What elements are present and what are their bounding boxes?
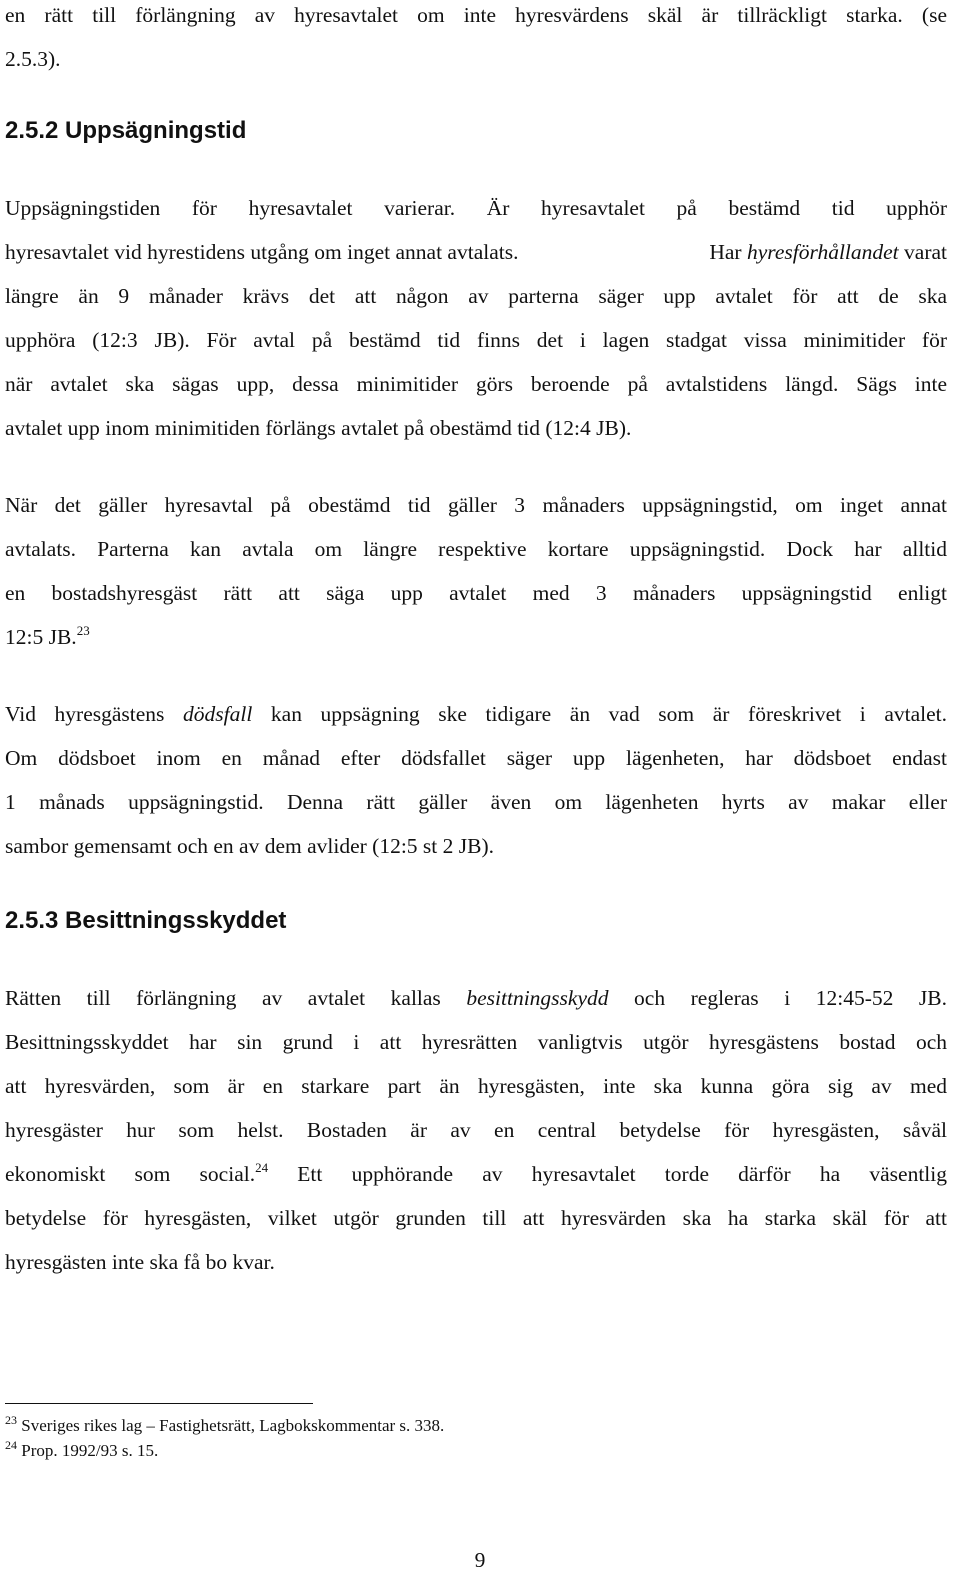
emphasis-text: dödsfall — [183, 702, 253, 726]
text-line: när avtalet ska sägas upp, dessa minimitider görs beroende på avtalstidens längd. Sägs inte — [5, 372, 947, 396]
footnote-text: Sveriges rikes lag – Fastighetsrätt, Lagbokskommentar s. 338. — [21, 1416, 445, 1435]
text-segment: ekonomiskt som social. — [5, 1162, 256, 1186]
section-heading: 2.5.2 Uppsägningstid — [5, 117, 247, 144]
text-segment: och regleras i 12:45-52 JB. — [634, 986, 947, 1010]
text-line — [5, 1159, 947, 1189]
footnote — [5, 1440, 158, 1462]
text-segment: Rätten till förlängning av avtalet kallas — [5, 986, 441, 1010]
footnote-number: 24 — [5, 1438, 17, 1452]
text-line: Besittningsskyddet har sin grund i att hyresrätten vanligtvis utgör hyresgästens bostad och — [5, 1030, 947, 1054]
text-line: en bostadshyresgäst rätt att säga upp avtalet med 3 månaders uppsägningstid enligt — [5, 581, 947, 605]
text-segment: kan uppsägning ske tidigare än vad som är föreskrivet i avtalet. — [270, 702, 947, 726]
text-line — [5, 699, 947, 729]
text-line: 2.5.3). — [5, 47, 61, 71]
section-heading: 2.5.3 Besittningsskyddet — [5, 907, 287, 934]
text-line: sambor gemensamt och en av dem avlider (12:5 st 2 JB). — [5, 834, 495, 858]
footnote — [5, 1415, 444, 1437]
text-line: betydelse för hyresgästen, vilket utgör grunden till att hyresvärden ska ha starka skäl för att — [5, 1206, 947, 1230]
text-segment: hyresavtalet vid hyrestidens utgång om inget annat avtalats. — [5, 240, 519, 264]
text-line: längre än 9 månader krävs det att någon av parterna säger upp avtalet för att de ska — [5, 284, 947, 308]
text-line — [5, 983, 947, 1013]
text-segment: varat — [904, 240, 947, 264]
text-segment: Vid hyresgästens — [5, 702, 165, 726]
text-line: Om dödsboet inom en månad efter dödsfallet säger upp lägenheten, har dödsboet endast — [5, 746, 947, 770]
text-line: När det gäller hyresavtal på obestämd tid gäller 3 månaders uppsägningstid, om inget annat — [5, 493, 947, 517]
text-line: 1 månads uppsägningstid. Denna rätt gäller även om lägenheten hyrts av makar eller — [5, 790, 947, 814]
text-line: att hyresvärden, som är en starkare part än hyresgästen, inte ska kunna göra sig av med — [5, 1074, 947, 1098]
text-line: upphöra (12:3 JB). För avtal på bestämd tid finns det i lagen stadgat vissa minimitider för — [5, 328, 947, 352]
text-line — [5, 622, 90, 652]
text-line: en rätt till förlängning av hyresavtalet om inte hyresvärdens skäl är tillräckligt starka. (se — [5, 3, 947, 27]
footnote-divider — [5, 1403, 313, 1404]
text-line: avtalet upp inom minimitiden förlängs avtalet på obestämd tid (12:4 JB). — [5, 416, 632, 440]
page-number: 9 — [474, 1548, 486, 1572]
text-line: hyresgästen inte ska få bo kvar. — [5, 1250, 275, 1274]
emphasis-text: hyresförhållandet — [746, 240, 899, 264]
text-line — [5, 237, 947, 267]
text-segment: Ett upphörande av hyresavtalet torde därför ha väsentlig — [297, 1162, 948, 1186]
text-line: Uppsägningstiden för hyresavtalet varierar. Är hyresavtalet på bestämd tid upphör — [5, 196, 947, 220]
footnote-ref[interactable]: 24 — [255, 1160, 269, 1175]
text-line: hyresgäster hur som helst. Bostaden är av en central betydelse för hyresgästen, såväl — [5, 1118, 947, 1142]
text-segment: Har — [709, 240, 742, 264]
footnote-number: 23 — [5, 1413, 17, 1427]
text-segment: 12:5 JB. — [5, 625, 77, 649]
footnote-text: Prop. 1992/93 s. 15. — [21, 1441, 159, 1460]
text-line: avtalats. Parterna kan avtala om längre respektive kortare uppsägningstid. Dock har alltid — [5, 537, 947, 561]
footnote-ref[interactable]: 23 — [76, 623, 90, 638]
emphasis-text: besittningsskydd — [466, 986, 609, 1010]
text-segment-right — [5, 237, 947, 267]
